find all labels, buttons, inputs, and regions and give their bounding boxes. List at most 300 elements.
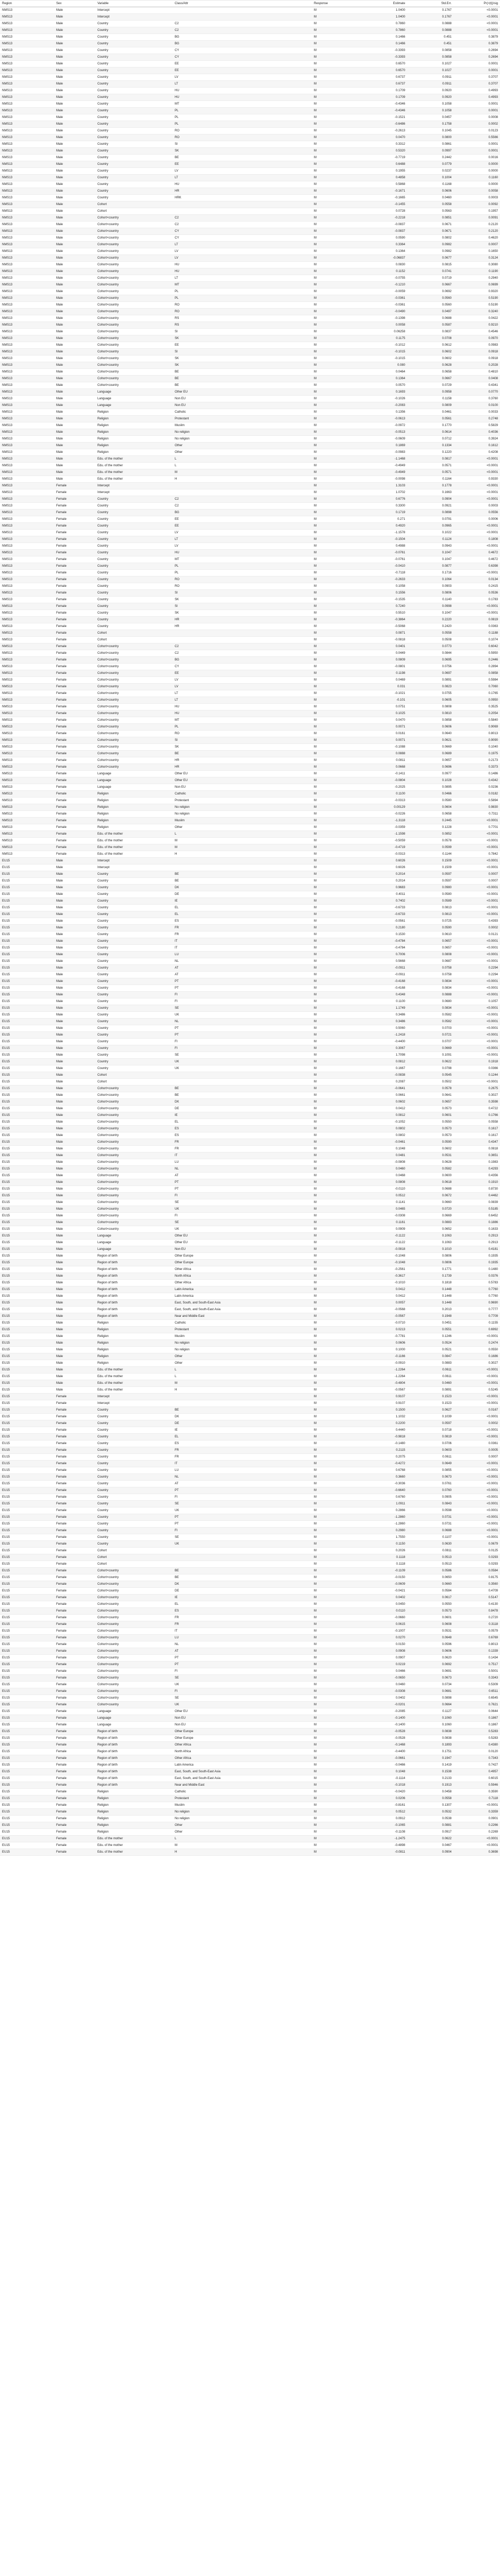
cell-estimate: -0.4400 [358, 1749, 407, 1755]
cell-response: M [312, 74, 358, 81]
table-row [0, 349, 500, 355]
cell-estimate: 0.1869 [358, 443, 407, 449]
cell-region: NMS13 [0, 710, 54, 717]
cell-std-err: 0.0671 [407, 228, 454, 235]
cell-class-attr: NL [173, 1019, 312, 1025]
cell-variable: Country [95, 81, 173, 88]
cell-response: M [312, 530, 358, 536]
cell-std-err: 0.0600 [407, 1173, 454, 1179]
cell-region: NMS13 [0, 690, 54, 697]
cell-variable: Language [95, 1233, 173, 1240]
cell-variable: Intercept [95, 14, 173, 21]
cell-sex: Male [54, 1146, 95, 1153]
cell-region: NMS13 [0, 349, 54, 355]
cell-variable: Cohort [95, 1072, 173, 1079]
cell-region: NMS13 [0, 724, 54, 731]
table-row [0, 215, 500, 222]
cell-sex: Male [54, 1307, 95, 1313]
table-row [0, 851, 500, 858]
cell-response: M [312, 1400, 358, 1407]
cell-class-attr: HU [173, 704, 312, 710]
cell-sex: Female [54, 1641, 95, 1648]
cell-region: EU15 [0, 998, 54, 1005]
cell-sex: Female [54, 744, 95, 751]
cell-region: EU15 [0, 931, 54, 938]
cell-variable: Cohort×country [95, 1153, 173, 1159]
cell-response: M [312, 108, 358, 114]
cell-response: M [312, 985, 358, 992]
cell-std-err: 0.0611 [407, 1367, 454, 1374]
cell-response: M [312, 1173, 358, 1179]
table-row [0, 697, 500, 704]
table-row [0, 1742, 500, 1749]
cell-region: NMS13 [0, 74, 54, 81]
cell-estimate: 1.0702 [358, 489, 407, 496]
cell-variable: Intercept [95, 7, 173, 14]
cell-estimate: -0.0361 [358, 302, 407, 309]
cell-std-err: 0.0731 [407, 1514, 454, 1521]
cell-sex: Male [54, 416, 95, 422]
cell-sex: Male [54, 161, 95, 168]
table-row [0, 637, 500, 643]
cell-class-attr: EL [173, 911, 312, 918]
cell-sex: Male [54, 422, 95, 429]
cell-sex: Male [54, 1126, 95, 1132]
cell-class-attr: East, South, and South-East Asia [173, 1775, 312, 1782]
cell-sex: Male [54, 1353, 95, 1360]
cell-response: M [312, 1487, 358, 1494]
cell-class-attr: No religion [173, 1816, 312, 1822]
cell-class-attr: L [173, 456, 312, 463]
cell-variable: Cohort×country [95, 1199, 173, 1206]
cell-estimate: 0.0512 [358, 1193, 407, 1199]
cell-class-attr: M [173, 1380, 312, 1387]
cell-class-attr: C2 [173, 496, 312, 503]
cell-region: NMS13 [0, 248, 54, 255]
cell-class-attr: North Africa [173, 1273, 312, 1280]
cell-sex: Male [54, 21, 95, 27]
cell-variable: Country [95, 570, 173, 577]
cell-variable: Religion [95, 1340, 173, 1347]
cell-estimate: -0.1480 [358, 1440, 407, 1447]
cell-region: NMS13 [0, 34, 54, 41]
cell-variable: Country [95, 74, 173, 81]
cell-p-value: 0.3651 [454, 1153, 500, 1159]
cell-response: M [312, 1146, 358, 1153]
cell-p-value: 0.7621 [454, 1702, 500, 1708]
cell-estimate: 0.6488 [358, 161, 407, 168]
table-row [0, 355, 500, 362]
table-row [0, 550, 500, 556]
cell-std-err: 0.0582 [407, 1012, 454, 1019]
cell-std-err: 0.0573 [407, 1106, 454, 1112]
cell-class-attr: C2 [173, 643, 312, 650]
cell-response: M [312, 7, 358, 14]
cell-region: EU15 [0, 1360, 54, 1367]
cell-estimate: -0.0528 [358, 1735, 407, 1742]
cell-variable: Religion [95, 804, 173, 811]
cell-class-attr: FR [173, 1621, 312, 1628]
cell-estimate: 0.2075 [358, 1454, 407, 1461]
cell-region: EU15 [0, 1072, 54, 1079]
cell-p-value: <0.0001 [454, 1501, 500, 1507]
cell-variable: Edu. of the mother [95, 1367, 173, 1374]
cell-class-attr: EE [173, 67, 312, 74]
cell-region: NMS13 [0, 27, 54, 34]
cell-estimate: -0.1455 [358, 201, 407, 208]
cell-std-err: 0.2133 [407, 1775, 454, 1782]
cell-p-value: 0.2294 [454, 965, 500, 972]
cell-std-err: 0.0521 [407, 1347, 454, 1353]
cell-sex: Male [54, 121, 95, 128]
cell-response: M [312, 208, 358, 215]
cell-p-value: 0.0901 [454, 1816, 500, 1822]
cell-variable: Country [95, 1440, 173, 1447]
cell-variable: Country [95, 516, 173, 523]
table-row [0, 155, 500, 161]
cell-variable: Cohort×country [95, 764, 173, 771]
cell-response: M [312, 978, 358, 985]
cell-std-err: 0.0741 [407, 268, 454, 275]
cell-variable: Language [95, 784, 173, 791]
cell-response: M [312, 1119, 358, 1126]
cell-variable: Language [95, 1708, 173, 1715]
cell-std-err: 0.0596 [407, 1641, 454, 1648]
cell-class-attr: NL [173, 1641, 312, 1648]
cell-class-attr: LV [173, 255, 312, 262]
cell-std-err: 0.0802 [407, 235, 454, 242]
cell-response: M [312, 148, 358, 155]
cell-sex: Female [54, 704, 95, 710]
cell-sex: Female [54, 650, 95, 657]
cell-sex: Male [54, 456, 95, 463]
table-row [0, 1233, 500, 1240]
cell-class-attr: BE [173, 369, 312, 376]
cell-p-value: 0.0001 [454, 141, 500, 148]
cell-variable: Cohort×country [95, 724, 173, 731]
table-row [0, 1173, 500, 1179]
cell-p-value: 0.2173 [454, 757, 500, 764]
cell-variable: Country [95, 1414, 173, 1420]
table-row [0, 623, 500, 630]
table-row [0, 74, 500, 81]
cell-sex: Male [54, 47, 95, 54]
cell-class-attr: CY [173, 47, 312, 54]
table-row [0, 717, 500, 724]
cell-std-err: 0.0602 [407, 349, 454, 355]
cell-class-attr: No religion [173, 804, 312, 811]
cell-sex: Female [54, 697, 95, 704]
cell-variable: Country [95, 128, 173, 134]
cell-std-err: 0.1509 [407, 865, 454, 871]
cell-estimate: 0.3486 [358, 1012, 407, 1019]
cell-estimate: -0.3617 [358, 1273, 407, 1280]
cell-response: M [312, 188, 358, 195]
cell-class-attr: Other EU [173, 771, 312, 777]
cell-estimate: -0.1048 [358, 1260, 407, 1266]
cell-region: NMS13 [0, 108, 54, 114]
cell-p-value: 0.5309 [454, 1682, 500, 1688]
cell-response: M [312, 1789, 358, 1795]
cell-response: M [312, 818, 358, 824]
cell-std-err: 0.0834 [407, 1005, 454, 1012]
cell-sex: Male [54, 449, 95, 456]
cell-variable: Cohort×country [95, 1655, 173, 1662]
cell-estimate: 0.4348 [358, 992, 407, 998]
cell-response: M [312, 784, 358, 791]
cell-estimate: 0.3312 [358, 141, 407, 148]
cell-p-value: <0.0001 [454, 1019, 500, 1025]
cell-sex: Male [54, 128, 95, 134]
table-row [0, 590, 500, 597]
cell-std-err: 0.0696 [407, 764, 454, 771]
cell-class-attr: PT [173, 1025, 312, 1032]
table-row [0, 1722, 500, 1728]
cell-p-value: 0.5245 [454, 1387, 500, 1394]
cell-p-value: 0.2415 [454, 583, 500, 590]
cell-estimate: -0.1122 [358, 1233, 407, 1240]
cell-p-value: 0.4130 [454, 1601, 500, 1608]
cell-estimate: 0.0728 [358, 208, 407, 215]
cell-std-err: 0.1027 [407, 61, 454, 67]
cell-sex: Female [54, 677, 95, 684]
cell-p-value: 0.0120 [454, 1749, 500, 1755]
cell-sex: Female [54, 1655, 95, 1662]
cell-variable: Intercept [95, 483, 173, 489]
cell-std-err: 0.0545 [407, 1072, 454, 1079]
cell-region: NMS13 [0, 469, 54, 476]
cell-std-err: 0.1913 [407, 1782, 454, 1789]
cell-std-err: 0.1771 [407, 1266, 454, 1273]
table-row [0, 436, 500, 443]
cell-class-attr: Other EU [173, 1233, 312, 1240]
cell-estimate: 0.0812 [358, 1112, 407, 1119]
cell-variable: Country [95, 88, 173, 94]
cell-p-value: 0.0839 [454, 1199, 500, 1206]
cell-region: NMS13 [0, 141, 54, 148]
cell-region: EU15 [0, 1065, 54, 1072]
table-row [0, 1206, 500, 1213]
cell-region: NMS13 [0, 402, 54, 409]
cell-class-attr: PT [173, 1662, 312, 1668]
cell-variable: Country [95, 41, 173, 47]
cell-class-attr: Other [173, 1822, 312, 1829]
cell-class-attr: RS [173, 322, 312, 329]
cell-variable: Cohort×country [95, 1621, 173, 1628]
cell-class-attr: PL [173, 108, 312, 114]
cell-response: M [312, 155, 358, 161]
cell-estimate: -0.2085 [358, 1708, 407, 1715]
cell-class-attr: HU [173, 710, 312, 717]
cell-sex: Male [54, 282, 95, 289]
cell-class-attr [173, 1079, 312, 1086]
cell-variable: Religion [95, 1802, 173, 1809]
cell-p-value: 0.3707 [454, 81, 500, 88]
cell-estimate: -0.0490 [358, 309, 407, 315]
cell-response: M [312, 1816, 358, 1822]
cell-class-attr: FI [173, 1668, 312, 1675]
cell-sex: Female [54, 1702, 95, 1708]
table-row [0, 1320, 500, 1327]
cell-response: M [312, 389, 358, 396]
cell-variable: Country [95, 905, 173, 911]
cell-sex: Male [54, 215, 95, 222]
cell-region: EU15 [0, 1313, 54, 1320]
cell-region: EU15 [0, 1501, 54, 1507]
cell-p-value: 0.0679 [454, 1541, 500, 1548]
table-row [0, 1648, 500, 1655]
cell-std-err: 0.0707 [407, 1039, 454, 1045]
cell-estimate: 0.0412 [358, 1106, 407, 1112]
table-row [0, 1052, 500, 1059]
cell-response: M [312, 1514, 358, 1521]
cell-class-attr: LV [173, 168, 312, 175]
cell-std-err: 0.0640 [407, 731, 454, 737]
cell-response: M [312, 1507, 358, 1514]
cell-estimate: -1.2860 [358, 1514, 407, 1521]
cell-estimate: -0.2083 [358, 402, 407, 409]
cell-variable: Region of birth [95, 1280, 173, 1286]
cell-class-attr: ES [173, 1440, 312, 1447]
cell-response: M [312, 1635, 358, 1641]
cell-p-value: 0.7760 [454, 1293, 500, 1300]
table-row [0, 998, 500, 1005]
cell-std-err: 0.0758 [407, 965, 454, 972]
table-row [0, 1655, 500, 1662]
cell-region: EU15 [0, 1153, 54, 1159]
cell-p-value: 0.0000 [454, 181, 500, 188]
table-row [0, 1809, 500, 1816]
cell-region: NMS13 [0, 335, 54, 342]
cell-sex: Male [54, 329, 95, 335]
cell-sex: Female [54, 1514, 95, 1521]
cell-p-value: 0.1612 [454, 443, 500, 449]
table-row [0, 1226, 500, 1233]
cell-p-value: 0.6545 [454, 1695, 500, 1702]
cell-std-err: 0.0823 [407, 684, 454, 690]
cell-variable: Country [95, 1474, 173, 1481]
cell-p-value: 0.7517 [454, 1662, 500, 1668]
table-row [0, 664, 500, 670]
cell-std-err: 0.0819 [407, 1434, 454, 1440]
cell-std-err: 0.0667 [407, 282, 454, 289]
cell-response: M [312, 1300, 358, 1307]
cell-response: M [312, 1032, 358, 1039]
cell-estimate: 0.0751 [358, 704, 407, 710]
cell-variable: Country [95, 1407, 173, 1414]
cell-variable: Country [95, 188, 173, 195]
cell-std-err: 0.0502 [407, 1079, 454, 1086]
cell-response: M [312, 938, 358, 945]
cell-estimate: 0.0570 [358, 382, 407, 389]
cell-sex: Male [54, 1387, 95, 1394]
cell-class-attr: Non EU [173, 1246, 312, 1253]
cell-sex: Male [54, 1079, 95, 1086]
cell-response: M [312, 1086, 358, 1092]
cell-estimate: -0.1468 [358, 1742, 407, 1749]
table-row [0, 1561, 500, 1568]
cell-sex: Male [54, 1032, 95, 1039]
cell-variable: Cohort [95, 637, 173, 643]
table-row [0, 1106, 500, 1112]
cell-p-value: 0.6992 [454, 1327, 500, 1333]
column-header-variable: Variable [95, 1, 173, 7]
cell-region: EU15 [0, 1829, 54, 1836]
cell-response: M [312, 1749, 358, 1755]
cell-std-err: 0.0630 [407, 1541, 454, 1548]
cell-std-err: 0.0673 [407, 1675, 454, 1682]
cell-p-value: <0.0001 [454, 1474, 500, 1481]
cell-response: M [312, 422, 358, 429]
cell-response: M [312, 228, 358, 235]
cell-p-value: 0.1244 [454, 1072, 500, 1079]
cell-std-err: 0.0451 [407, 1320, 454, 1327]
table-row [0, 878, 500, 885]
cell-response: M [312, 255, 358, 262]
cell-sex: Male [54, 992, 95, 998]
cell-variable: Cohort×country [95, 1608, 173, 1615]
cell-response: M [312, 811, 358, 818]
cell-variable: Cohort×country [95, 222, 173, 228]
cell-region: NMS13 [0, 309, 54, 315]
cell-response: M [312, 891, 358, 898]
cell-response: M [312, 1394, 358, 1400]
table-row [0, 7, 500, 14]
cell-sex: Female [54, 777, 95, 784]
cell-estimate: 0.0830 [358, 262, 407, 268]
cell-variable: Religion [95, 1333, 173, 1340]
table-row [0, 1039, 500, 1045]
table-row [0, 376, 500, 382]
table-row [0, 322, 500, 329]
cell-p-value: 0.1910 [454, 1179, 500, 1186]
table-row [0, 1293, 500, 1300]
cell-std-err: 0.0601 [407, 1615, 454, 1621]
table-row [0, 489, 500, 496]
cell-variable: Country [95, 510, 173, 516]
cell-class-attr: Muslim [173, 818, 312, 824]
cell-response: M [312, 1019, 358, 1025]
table-row [0, 978, 500, 985]
cell-region: EU15 [0, 1682, 54, 1688]
cell-region: NMS13 [0, 21, 54, 27]
cell-std-err: 0.0598 [407, 1507, 454, 1514]
cell-sex: Male [54, 7, 95, 14]
cell-response: M [312, 469, 358, 476]
cell-estimate: 0.0057 [358, 1300, 407, 1307]
cell-p-value: <0.0001 [454, 911, 500, 918]
cell-class-attr [173, 7, 312, 14]
cell-estimate: -0.3036 [358, 1481, 407, 1487]
cell-p-value: 0.1617 [454, 1132, 500, 1139]
cell-std-err: 0.0911 [407, 81, 454, 88]
cell-class-attr: LT [173, 536, 312, 543]
cell-region: EU15 [0, 1541, 54, 1548]
cell-region: EU15 [0, 1795, 54, 1802]
cell-region: EU15 [0, 898, 54, 905]
cell-variable: Country [95, 931, 173, 938]
cell-region: EU15 [0, 1226, 54, 1233]
cell-p-value: 0.2720 [454, 1615, 500, 1621]
cell-class-attr: FR [173, 1146, 312, 1153]
table-row [0, 1461, 500, 1467]
cell-sex: Male [54, 1173, 95, 1179]
cell-sex: Male [54, 1065, 95, 1072]
cell-region: EU15 [0, 1816, 54, 1822]
cell-region: NMS13 [0, 362, 54, 369]
cell-sex: Male [54, 1199, 95, 1206]
cell-estimate: 0.1364 [358, 376, 407, 382]
